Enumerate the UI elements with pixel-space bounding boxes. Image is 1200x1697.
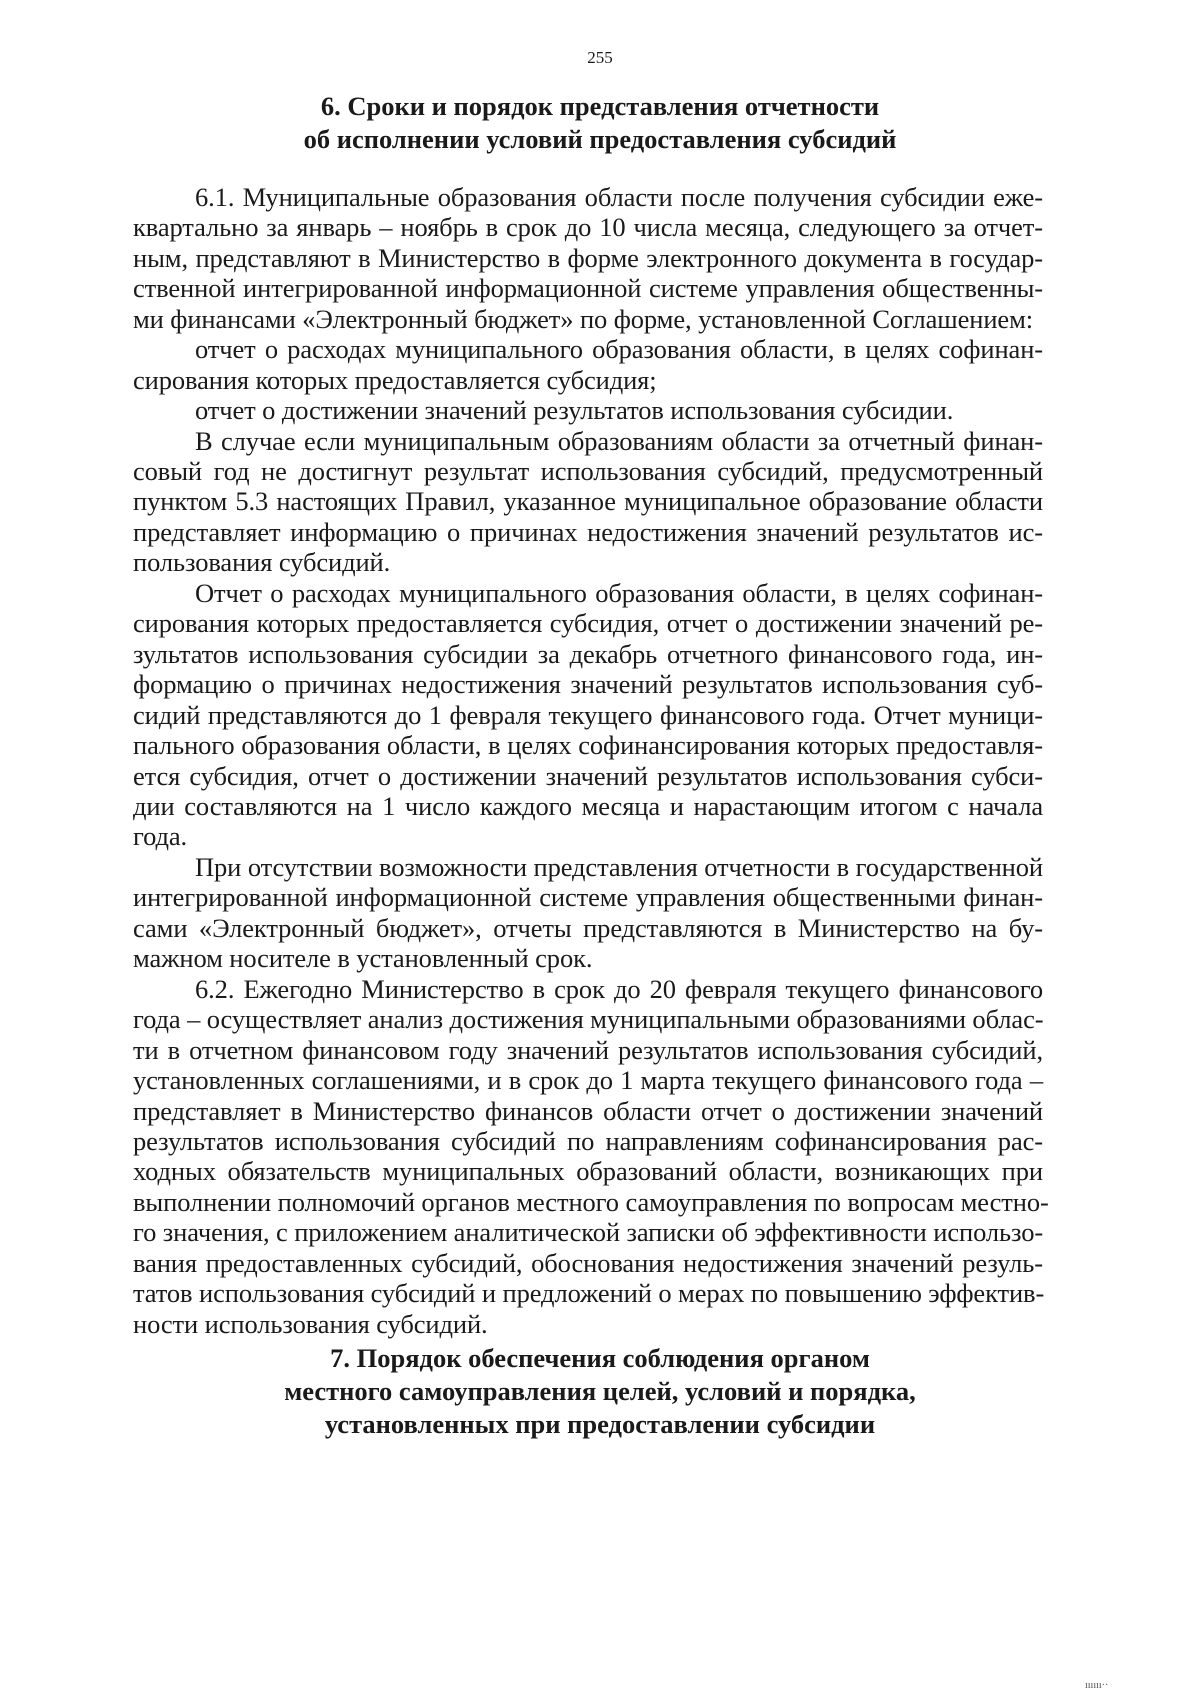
- text-line: выполнении полномочий органов местного самоуправления по вопросам местно-: [133, 1187, 1049, 1217]
- text-line: ти в отчетном финансовом году значений результатов использования субсидий,: [133, 1035, 1043, 1065]
- text-line: представляет в Министерство финансов области отчет о достижении значений: [133, 1096, 1043, 1126]
- text-line: ходных обязательств муниципальных образований области, возникающих при: [133, 1156, 1043, 1186]
- text-line: года.: [133, 821, 188, 851]
- text-line: пунктом 5.3 настоящих Правил, указанное муниципальное образование области: [133, 486, 1043, 516]
- text-line: результатов использования субсидий по направлениям софинансирования рас-: [133, 1126, 1043, 1156]
- section-7-heading-line-1: 7. Порядок обеспечения соблюдения органом: [330, 1343, 870, 1373]
- text-line: года – осуществляет анализ достижения муниципальными образованиями облас-: [133, 1004, 1044, 1034]
- text-line: установленных соглашениями, и в срок до 1 марта текущего финансового года –: [133, 1065, 1043, 1095]
- text-line: квартально за январь – ноябрь в срок до 10 числа месяца, следующего за отчет-: [133, 212, 1043, 242]
- text-line: ми финансами «Электронный бюджет» по форме, установленной Соглашением:: [133, 304, 1034, 334]
- section-6-heading: [0, 90, 1200, 156]
- text-line: сидий представляются до 1 февраля текущего финансового года. Отчет муници-: [133, 700, 1043, 730]
- text-line: 6.1. Муниципальные образования области после получения субсидии еже-: [195, 182, 1043, 212]
- text-line: представляет информацию о причинах недостижения значений результатов ис-: [133, 517, 1043, 547]
- text-line: ется субсидия, отчет о достижении значений результатов использования субси-: [133, 761, 1043, 791]
- text-line: формацию о причинах недостижения значений результатов использования суб-: [133, 669, 1043, 699]
- text-line: совый год не достигнут результат использования субсидий, предусмотренный: [133, 456, 1043, 486]
- text-line: отчет о расходах муниципального образования области, в целях софинан-: [195, 334, 1043, 364]
- text-line: пользования субсидий.: [133, 547, 391, 577]
- text-line: ственной интегрированной информационной системе управления общественны-: [133, 273, 1043, 303]
- text-line: отчет о достижении значений результатов использования субсидии.: [195, 395, 954, 425]
- text-line: ным, представляют в Министерство в форме электронного документа в государ-: [133, 243, 1043, 273]
- text-line: ности использования субсидий.: [133, 1309, 488, 1339]
- text-line: го значения, с приложением аналитической записки об эффективности использо-: [133, 1217, 1044, 1247]
- text-line: При отсутствии возможности представления отчетности в государственной: [195, 852, 1043, 882]
- text-line: сирования которых предоставляется субсидия;: [133, 365, 657, 395]
- scan-corner-mark: ıııııı··: [1085, 1680, 1109, 1691]
- text-line: интегрированной информационной системе управления общественными финан-: [133, 882, 1043, 912]
- text-line: татов использования субсидий и предложений о мерах по повышению эффектив-: [133, 1278, 1045, 1308]
- section-6-heading-line-2: об исполнении условий предоставления субсидий: [303, 124, 897, 154]
- text-line: пального образования области, в целях софинансирования которых предоставля-: [133, 730, 1043, 760]
- text-line: вания предоставленных субсидий, обоснования недостижения значений резуль-: [133, 1248, 1043, 1278]
- text-line: Отчет о расходах муниципального образования области, в целях софинан-: [195, 578, 1043, 608]
- text-line: мажном носителе в установленный срок.: [133, 943, 593, 973]
- page-number: 255: [587, 48, 613, 67]
- section-7-heading: [0, 1342, 1200, 1441]
- text-line: зультатов использования субсидии за декабрь отчетного финансового года, ин-: [133, 639, 1043, 669]
- text-line: сирования которых предоставляется субсидия, отчет о достижении значений ре-: [133, 608, 1043, 638]
- text-line: В случае если муниципальным образованиям области за отчетный финан-: [195, 426, 1043, 456]
- text-line: дии составляются на 1 число каждого месяца и нарастающим итогом с начала: [133, 791, 1043, 821]
- section-7-heading-line-3: установленных при предоставлении субсидии: [324, 1409, 876, 1439]
- text-line: 6.2. Ежегодно Министерство в срок до 20 февраля текущего финансового: [195, 974, 1043, 1004]
- text-line: сами «Электронный бюджет», отчеты представляются в Министерство на бу-: [133, 913, 1043, 943]
- section-7-heading-line-2: местного самоуправления целей, условий и порядка,: [284, 1376, 916, 1406]
- section-6-heading-line-1: 6. Сроки и порядок представления отчетности: [320, 91, 880, 121]
